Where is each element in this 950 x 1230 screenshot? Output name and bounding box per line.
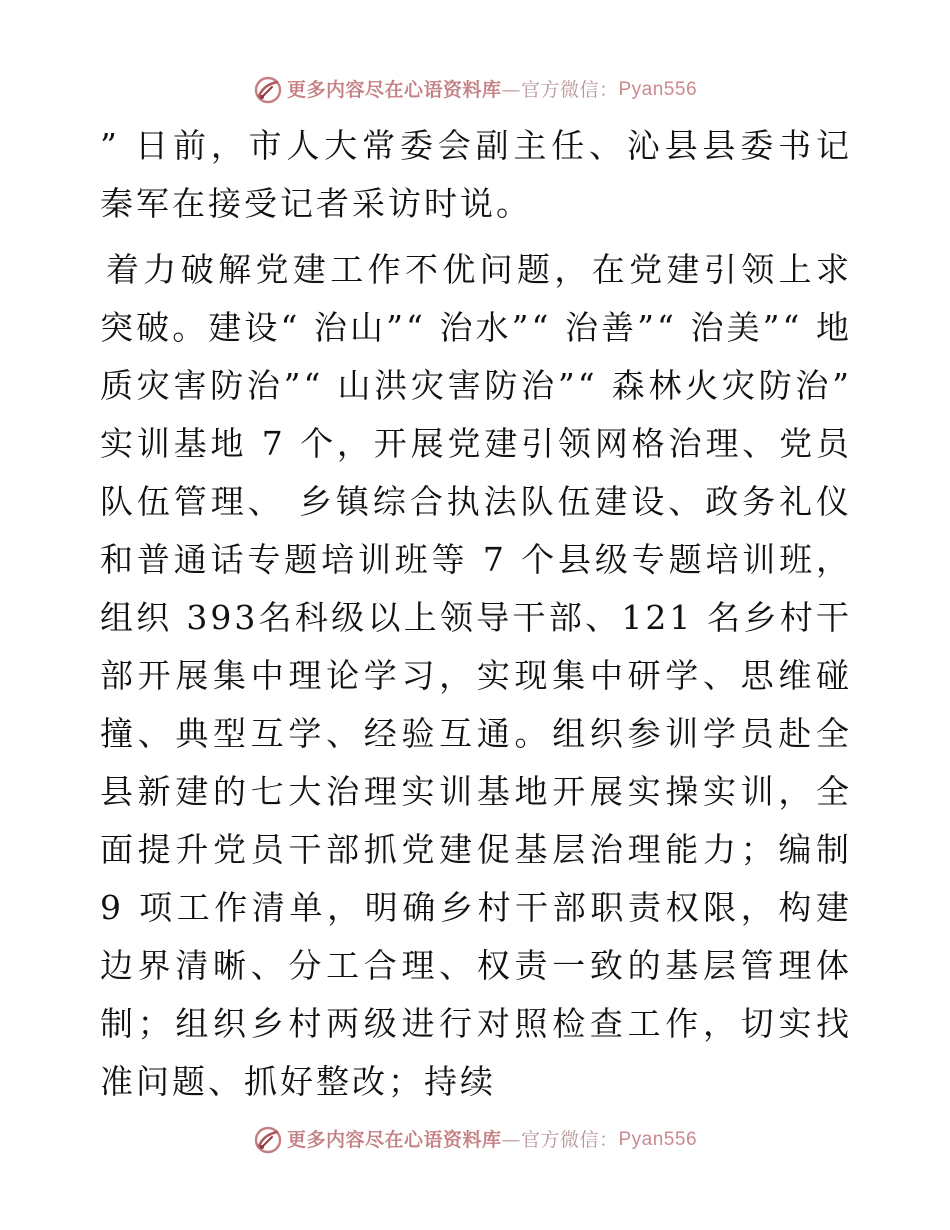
watermark-banner-bottom [0, 1120, 950, 1160]
watermark-wechat-id: Pyan556 [618, 1129, 698, 1150]
watermark-main-text: 更多内容尽在心语资料库 [286, 1129, 502, 1151]
watermark-main-text: 更多内容尽在心语资料库 [286, 79, 502, 101]
pen-logo-icon [253, 1125, 283, 1155]
watermark-wechat-id: Pyan556 [618, 79, 698, 100]
watermark-label: 官方微信： [520, 1129, 619, 1151]
document-body [100, 117, 852, 1111]
watermark-separator: — [501, 79, 521, 101]
watermark-banner-top [0, 70, 950, 110]
paragraph-1: ” 日前，市人大常委会副主任、沁县县委书记秦军在接受记者采访时说。 [100, 126, 852, 223]
paragraph-2: 着力破解党建工作不优问题，在党建引领上求突破。建设“ 治山”“ 治水”“ 治善”“ 治美”“ 地质灾害防治”“ 山洪灾害防治”“ 森林火灾防治” 实训基地 7 个，开展党建引领网格治理、党员队伍管理、 乡镇综合执法队伍建设、政务礼仪和普通话专题培训班等 7 个县级专题培训班， 组织 393名科级以上领导干部、121 名乡村干部开展集中理论学习，实现集中研学、思维碰撞、典型互学、经验互通。组织参训学员赴全县新建的七大治理实训基地开展实操实训，全面提升党员干部抓党建促基层治理能力；编制 9 项工作清单，明确乡村干部职责权限，构建边界清晰、分工合理、权责一致的基层管理体制；组织乡村两级进行对照检查工作，切实找准问题、抓好整改；持续 [100, 250, 852, 1101]
pen-logo-icon [253, 75, 283, 105]
watermark-label: 官方微信： [520, 79, 619, 101]
watermark-separator: — [501, 1129, 521, 1151]
